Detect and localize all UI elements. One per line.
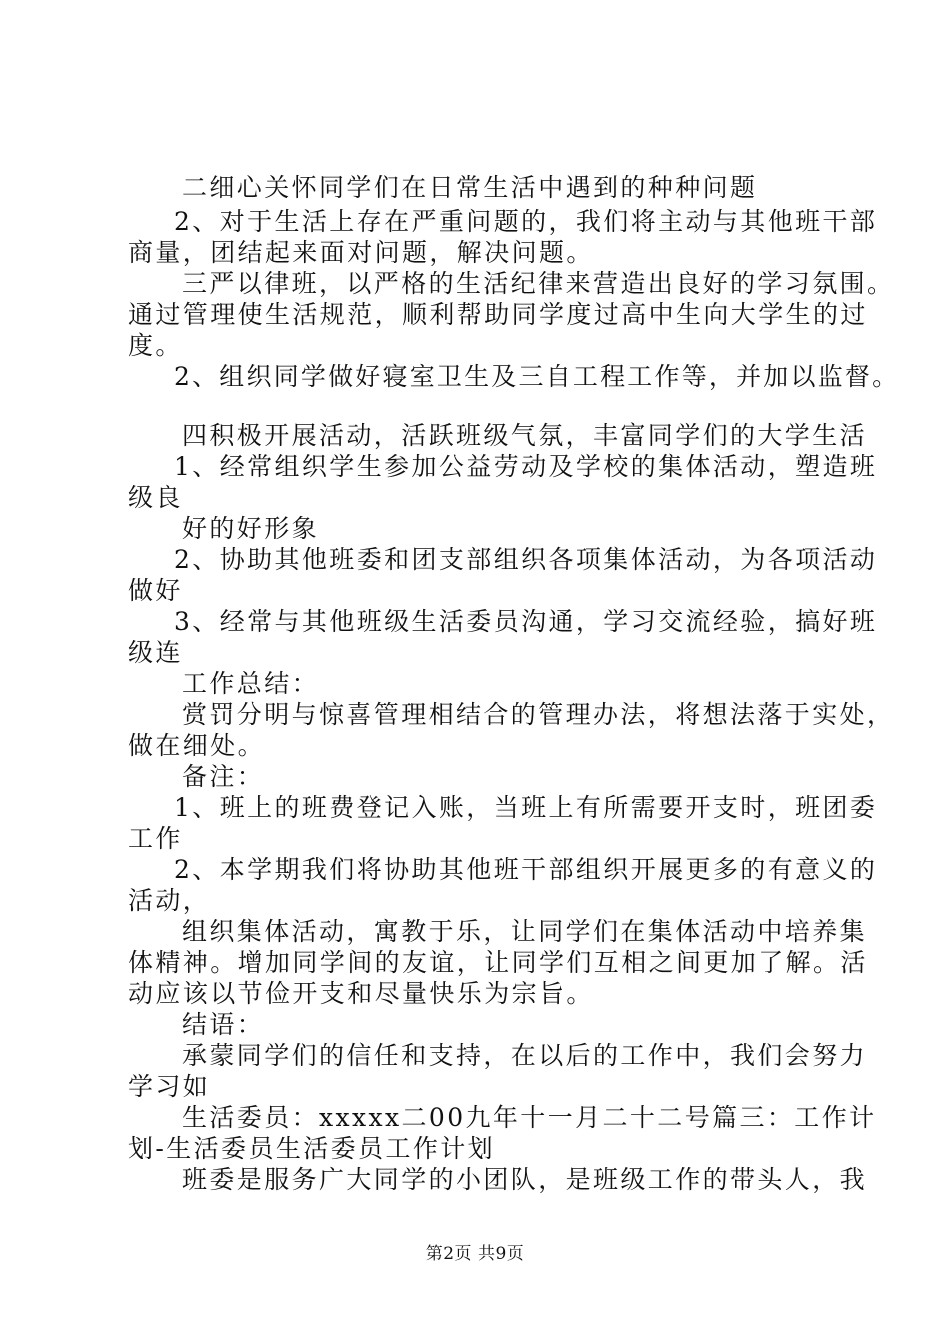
text-line: 做在细处。 xyxy=(128,731,266,760)
text-line: 度。 xyxy=(128,331,183,360)
page-number-footer: 第2页 共9页 xyxy=(425,1244,525,1264)
text-line: 四积极开展活动，活跃班级气氛，丰富同学们的大学生活 xyxy=(182,421,868,450)
text-line: 2、本学期我们将协助其他班干部组织开展更多的有意义的 xyxy=(174,855,878,884)
text-line: 1、经常组织学生参加公益劳动及学校的集体活动，塑造班 xyxy=(174,452,878,481)
text-line: 2、协助其他班委和团支部组织各项集体活动，为各项活动 xyxy=(174,545,878,574)
text-line: 级良 xyxy=(128,483,183,512)
text-line: 班委是服务广大同学的小团队，是班级工作的带头人，我 xyxy=(182,1165,868,1194)
text-line: 承蒙同学们的信任和支持，在以后的工作中，我们会努力 xyxy=(182,1041,868,1070)
text-line: 级连 xyxy=(128,638,183,667)
text-line: 备注： xyxy=(182,762,265,791)
text-line: 划-生活委员生活委员工作计划 xyxy=(128,1134,496,1163)
text-line: 赏罚分明与惊喜管理相结合的管理办法，将想法落于实处， xyxy=(182,700,895,729)
text-line: 结语： xyxy=(182,1010,265,1039)
text-line: 工作 xyxy=(128,824,183,853)
text-line: 组织集体活动，寓教于乐，让同学们在集体活动中培养集 xyxy=(182,917,868,946)
text-line: 工作总结： xyxy=(182,669,320,698)
text-line: 做好 xyxy=(128,576,183,605)
text-line: 学习如 xyxy=(128,1072,211,1101)
text-line: 好的好形象 xyxy=(182,514,320,543)
text-line: 二细心关怀同学们在日常生活中遇到的种种问题 xyxy=(182,173,758,202)
text-line: 2、组织同学做好寝室卫生及三自工程工作等，并加以监督。 xyxy=(174,362,900,391)
text-line: 3、经常与其他班级生活委员沟通，学习交流经验，搞好班 xyxy=(174,607,878,636)
text-line: 1、班上的班费登记入账，当班上有所需要开支时，班团委 xyxy=(174,793,878,822)
text-line: 通过管理使生活规范，顺利帮助同学度过高中生向大学生的过 xyxy=(128,300,868,329)
text-line: 动应该以节俭开支和尽量快乐为宗旨。 xyxy=(128,979,594,1008)
text-line: 体精神。增加同学间的友谊，让同学们互相之间更加了解。活 xyxy=(128,948,868,977)
text-line: 活动， xyxy=(128,886,211,915)
text-line: 2、对于生活上存在严重问题的，我们将主动与其他班干部 xyxy=(174,207,878,236)
text-line: 商量，团结起来面对问题，解决问题。 xyxy=(128,238,594,267)
text-line: 生活委员：xxxxx二00九年十一月二十二号篇三：工作计 xyxy=(182,1103,877,1132)
text-line: 三严以律班，以严格的生活纪律来营造出良好的学习氛围。 xyxy=(182,269,895,298)
